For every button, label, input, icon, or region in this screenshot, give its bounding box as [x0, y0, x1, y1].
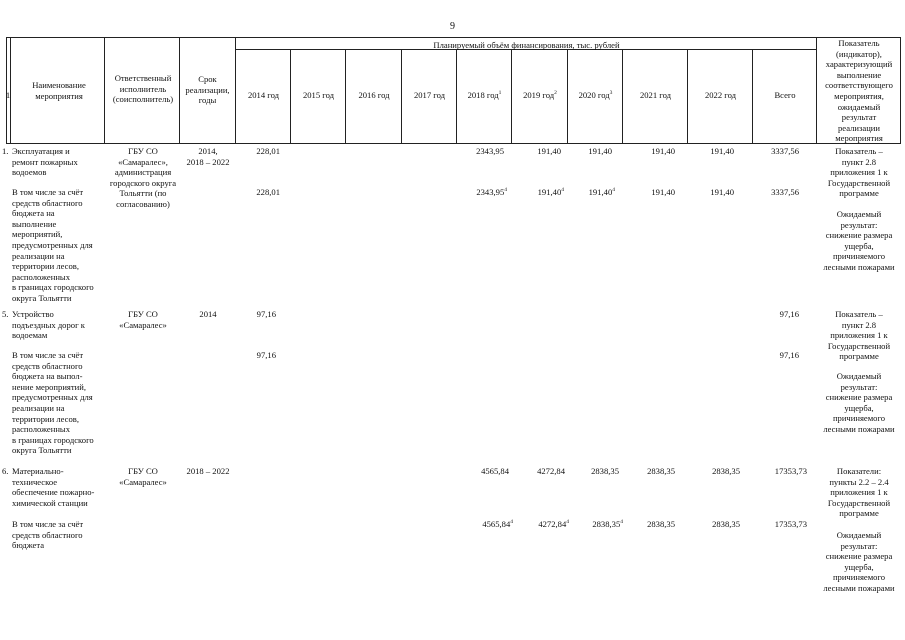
header-year-2016: 2016 год: [358, 90, 390, 100]
header-col-resp: Ответственный исполнитель (соисполнитель): [112, 73, 174, 105]
sub-cell-2020: 191,40$^4$: [588, 187, 615, 197]
header-col-num: 1: [5, 90, 11, 100]
row-name: Материально- техническое обеспечение пожарно- химической станции: [12, 466, 95, 508]
sub-cell-2020: 2838,35$^4$: [592, 519, 623, 529]
header-year-2021: 2021 год: [639, 90, 672, 100]
row-responsible: ГБУ СО «Самаралес»: [119, 309, 167, 330]
cell-2019: 4272,84: [537, 466, 565, 476]
row-expected-result: Ожидаемый результат: снижение размера ущерба, причиняемого лесными пожарами: [823, 371, 895, 434]
cell-2021: 2838,35: [647, 466, 675, 476]
sub-cell-total: 3337,56: [771, 187, 799, 197]
row-responsible: ГБУ СО «Самаралес», администрация городского округа Тольятти (по согласованию): [109, 146, 177, 209]
row-term: 2014: [199, 309, 217, 319]
sub-cell-2014: 228,01: [256, 187, 280, 197]
row-name: Эксплуатация и ремонт пожарных водоемов: [12, 146, 78, 178]
header-year-2018: 2018 год$^1$: [467, 90, 502, 100]
cell-total: 97,16: [779, 309, 799, 319]
page-number: 9: [450, 21, 455, 32]
sub-cell-2021: 191,40: [651, 187, 675, 197]
header-year-2017: 2017 год: [413, 90, 446, 100]
cell-2021: 191,40: [651, 146, 675, 156]
row-indicator: Показатель – пункт 2.8 приложения 1 к Государственной программе: [827, 146, 891, 199]
row-indicator: Показатели: пункты 2.2 – 2.4 приложения 1 к Государственной программе: [827, 466, 891, 519]
header-year-2022: 2022 год: [704, 90, 737, 100]
sub-cell-2018: 2343,95$^4$: [476, 187, 507, 197]
row-expected-result: Ожидаемый результат: снижение размера ущерба, причиняемого лесными пожарами: [823, 530, 895, 593]
cell-2022: 191,40: [710, 146, 734, 156]
row-sub-name: В том числе за счёт средств областного бюджета на выпол- нение мероприятий, предусмотренных для реализации на территории лесов, расположенных в границах городского округа Тольятти: [12, 350, 94, 456]
header-year-2020: 2020 год$^3$: [578, 90, 613, 100]
sub-cell-2022: 2838,35: [712, 519, 740, 529]
sub-cell-2019: 191,40$^4$: [537, 187, 564, 197]
sub-cell-total: 17353,73: [774, 519, 807, 529]
header-year-2019: 2019 год$^2$: [523, 90, 557, 100]
cell-total: 17353,73: [774, 466, 807, 476]
row-responsible: ГБУ СО «Самаралес»: [119, 466, 167, 487]
cell-2020: 2838,35: [591, 466, 619, 476]
row-sub-name: В том числе за счёт средств областного бюджета: [12, 519, 84, 551]
header-total: Всего: [774, 90, 796, 100]
cell-2018: 4565,84: [481, 466, 509, 476]
row-name: Устройство подъездных дорог к водоемам: [12, 309, 85, 341]
sub-cell-2022: 191,40: [710, 187, 734, 197]
header-col-term: Срок реализации, годы: [185, 74, 230, 106]
cell-2020: 191,40: [588, 146, 612, 156]
row-sub-name: В том числе за счёт средств областного бюджета на выполнение мероприятий, предусмотренных для реализации на территории лесов, расположенных в границах городского округа Тольятти: [12, 187, 94, 303]
row-term: 2018 – 2022: [186, 466, 230, 476]
sub-cell-2019: 4272,84$^4$: [538, 519, 569, 529]
row-term: 2014, 2018 – 2022: [186, 146, 230, 167]
row-number: 1.: [2, 146, 9, 156]
row-number: 6.: [2, 466, 9, 476]
sub-cell-2014: 97,16: [256, 350, 276, 360]
cell-total: 3337,56: [771, 146, 799, 156]
sub-cell-2018: 4565,84$^4$: [482, 519, 513, 529]
cell-2022: 2838,35: [712, 466, 740, 476]
header-year-2014: 2014 год: [247, 90, 280, 100]
header-year-2015: 2015 год: [302, 90, 335, 100]
row-indicator: Показатель – пункт 2.8 приложения 1 к Государственной программе: [827, 309, 891, 362]
header-col-indicator: Показатель (индикатор), характеризующий выполнение соответствующего мероприятия, ожидаемый результат реализации мероприятия: [825, 38, 893, 144]
header-col-name: Наименование мероприятия: [32, 80, 86, 101]
cell-2018: 2343,95: [476, 146, 504, 156]
row-expected-result: Ожидаемый результат: снижение размера ущерба, причиняемого лесными пожарами: [823, 209, 895, 272]
cell-2014: 228,01: [256, 146, 280, 156]
cell-2019: 191,40: [537, 146, 561, 156]
sub-cell-total: 97,16: [779, 350, 799, 360]
header-financing-title: Планируемый объём финансирования, тыс. рублей: [433, 40, 620, 50]
row-number: 5.: [2, 309, 9, 319]
cell-2014: 97,16: [256, 309, 276, 319]
sub-cell-2021: 2838,35: [647, 519, 675, 529]
